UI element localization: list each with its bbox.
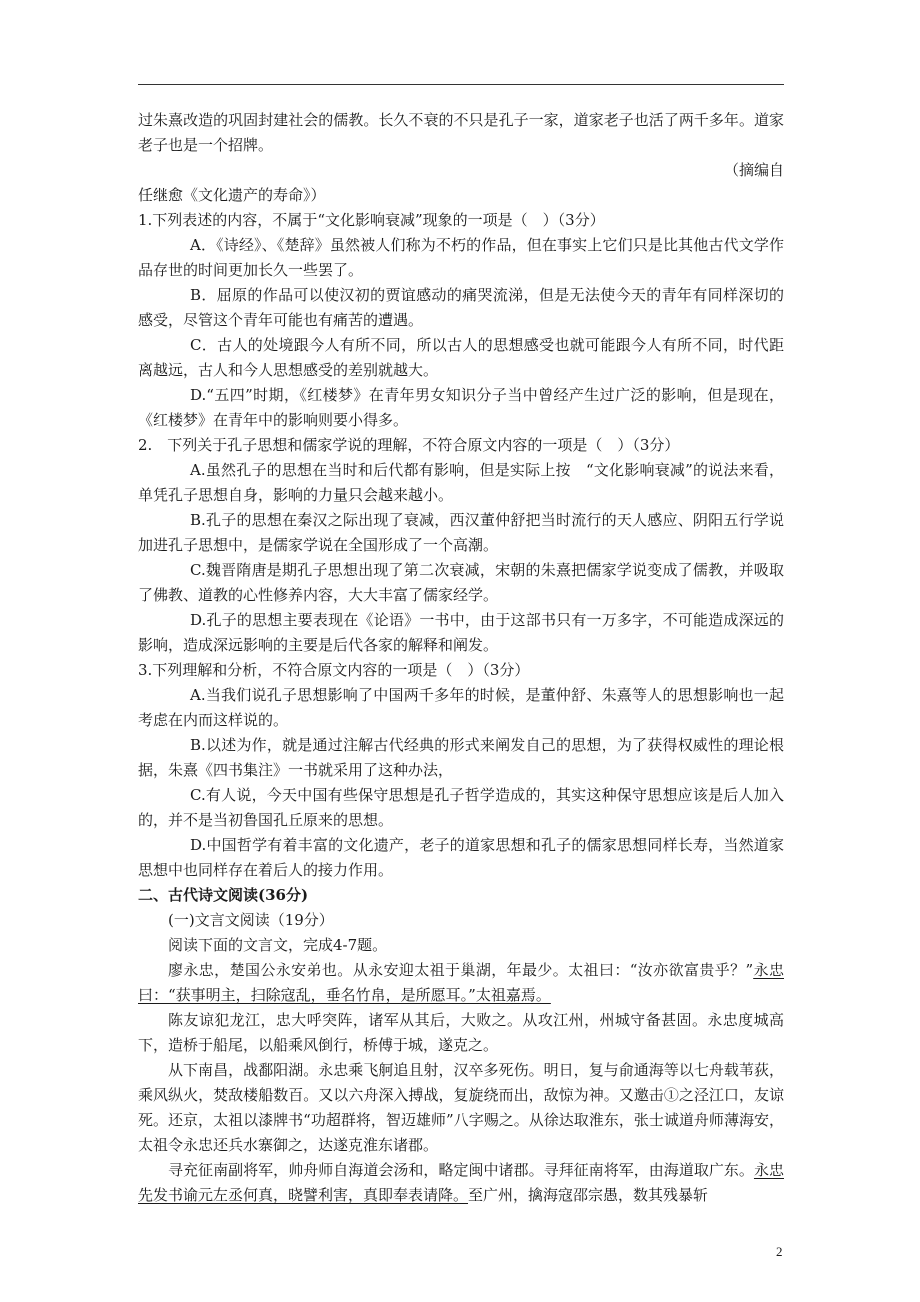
question-1-stem: 1.下列表述的内容，不属于“文化影响衰减”现象的一项是（ ）（3分） xyxy=(138,211,605,229)
question-2-option-a: A.虽然孔子的思想在当时和后代都有影响，但是实际上按 “文化影响衰减”的说法来看，单凭孔子思想自身，影响的力量只会越来越小。 xyxy=(138,461,784,504)
source-citation-start: （摘编自 xyxy=(723,161,784,179)
section-2-title: 二、古代诗文阅读(36分) xyxy=(138,886,309,904)
passage-paragraph-4 xyxy=(138,1158,784,1208)
question-2-option-c: C.魏晋隋唐是期孔子思想出现了第二次衰减，宋朝的朱熹把儒家学说变成了儒教，并吸取了佛教、道教的心性修养内容，大大丰富了儒家经学。 xyxy=(138,561,784,604)
question-2-option-d: D.孔子的思想主要表现在《论语》一书中，由于这部书只有一万多字，不可能造成深远的影响，造成深远影响的主要是后代各家的解释和阐发。 xyxy=(138,611,784,654)
passage-paragraph-2: 陈友谅犯龙江，忠大呼突阵，诸军从其后，大败之。从攻江州，州城守备甚固。永忠度城高下，造桥于船尾，以船乘风倒行，桥傅于城，遂克之。 xyxy=(138,1011,784,1054)
question-3-option-d: D.中国哲学有着丰富的文化遗产，老子的道家思想和孔子的儒家思想同样长寿，当然道家思想中也同样存在着后人的接力作用。 xyxy=(138,836,784,879)
passage-paragraph-1 xyxy=(138,958,784,1008)
question-3-option-b: B.以述为作，就是通过注解古代经典的形式来阐发自己的思想，为了获得权威性的理论根据，朱熹《四书集注》一书就采用了这种办法， xyxy=(138,736,784,779)
passage-paragraph-4-text: 寻充征南副将军，帅舟师自海道会汤和，略定闽中诸郡。寻拜征南将军，由海道取广东。 xyxy=(168,1161,754,1179)
source-citation-end: 任继愈《文化遗产的寿命》） xyxy=(138,186,326,204)
section-2-subtitle: (一)文言文阅读（19分） xyxy=(168,911,334,929)
passage-paragraph-4-tail: 至广州，擒海寇邵宗愚，数其残暴斩 xyxy=(468,1186,709,1204)
page-number: 2 xyxy=(776,1244,783,1259)
header-rule xyxy=(138,84,784,85)
question-3-option-a: A.当我们说孔子思想影响了中国两千多年的时候，是董仲舒、朱熹等人的思想影响也一起考虑在内而这样说的。 xyxy=(138,686,784,729)
question-3-stem: 3.下列理解和分析，不符合原文内容的一项是（ ）（3分） xyxy=(138,661,530,679)
question-1-option-d: D.“五四”时期，《红楼梦》在青年男女知识分子当中曾经产生过广泛的影响，但是现在，《红楼梦》在青年中的影响则要小得多。 xyxy=(138,386,784,429)
question-2-stem: 2. 下列关于孔子思想和儒家学说的理解，不符合原文内容的一项是（ ）（3分） xyxy=(138,436,680,454)
passage-paragraph-1-text: 廖永忠，楚国公永安弟也。从永安迎太祖于巢湖，年最少。太祖曰：“汝亦欲富贵乎？” xyxy=(168,961,754,979)
intro-text: 过朱熹改造的巩固封建社会的儒教。长久不衰的不只是孔子一家，道家老子也活了两千多年。道家老子也是一个招牌。 xyxy=(138,111,784,154)
passage-paragraph-3: 从下南昌，战鄱阳湖。永忠乘飞舸追且射，汉卒多死伤。明日，复与俞通海等以七舟载苇荻，乘风纵火，焚敌楼船数百。又以六舟深入搏战，复旋绕而出，敌惊为神。又邀击①之泾江口，友谅死。还京，太祖以漆牌书“功超群将，智迈雄师”八字赐之。从徐达取淮东，张士诚道舟师薄海安，太祖令永忠还兵水寨御之，达遂克淮东诸郡。 xyxy=(138,1061,784,1154)
question-1-option-a: A．《诗经》、《楚辞》虽然被人们称为不朽的作品，但在事实上它们只是比其他古代文学作品存世的时间更加长久一些罢了。 xyxy=(138,236,784,279)
question-1-option-b: B．屈原的作品可以使汉初的贾谊感动的痛哭流涕，但是无法使今天的青年有同样深切的感受，尽管这个青年可能也有痛苦的遭遇。 xyxy=(138,286,784,329)
page-content xyxy=(138,108,784,1208)
question-2-option-b: B.孔子的思想在秦汉之际出现了衰减，西汉董仲舒把当时流行的天人感应、阴阳五行学说加进孔子思想中，是儒家学说在全国形成了一个高潮。 xyxy=(138,511,784,554)
passage-underlined-sentence-2: 永忠先发书谕元左丞何真，晓譬利害，真即奉表请降。 xyxy=(138,1161,784,1204)
section-2-instruction: 阅读下面的文言文，完成4-7题。 xyxy=(168,936,388,954)
question-3-option-c: C.有人说，今天中国有些保守思想是孔子哲学造成的，其实这种保守思想应该是后人加入的，并不是当初鲁国孔丘原来的思想。 xyxy=(138,786,784,829)
passage-underlined-sentence-1: 永忠曰：“获事明主，扫除寇乱，垂名竹帛，是所愿耳。”太祖嘉焉。 xyxy=(138,961,784,1004)
question-1-option-c: C．古人的处境跟今人有所不同，所以古人的思想感受也就可能跟今人有所不同，时代距离越远，古人和今人思想感受的差别就越大。 xyxy=(138,336,784,379)
